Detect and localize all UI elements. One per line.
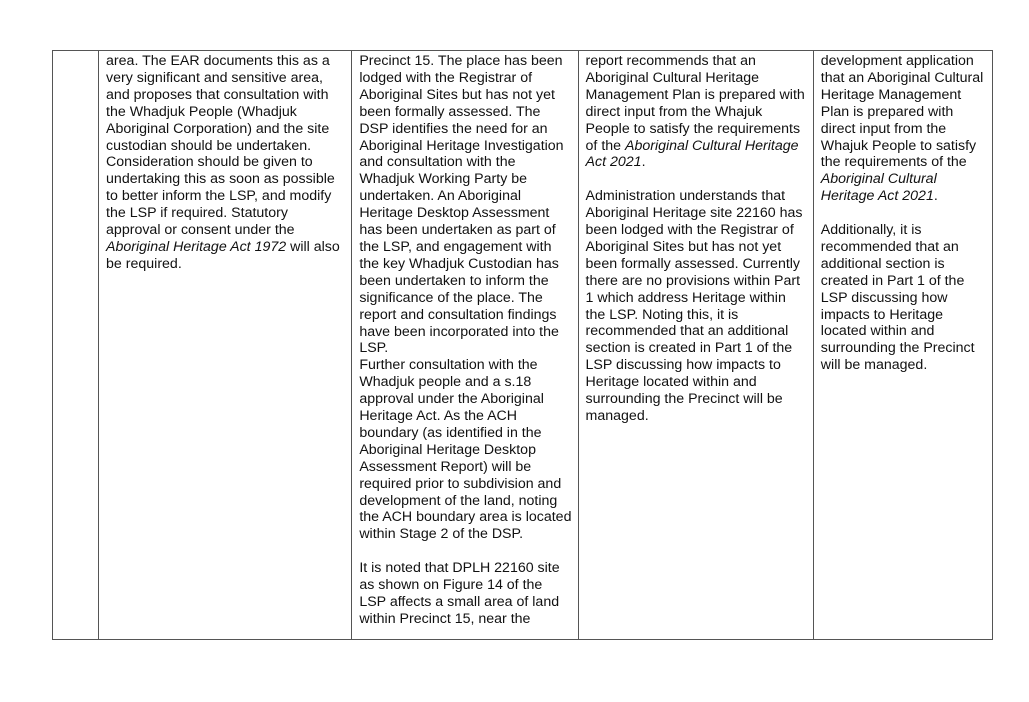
act-title: Aboriginal Cultural Heritage Act 2021 — [820, 171, 937, 205]
applicant-response-para-2: Further consultation with the Whadjuk people and a s.18 approval under the Aboriginal Heritage Act. As the ACH boundary (as identified in the Aboriginal Heritage Desktop Assessment Report) will be required prior to subdivision and development of the land, noting the ACH boundary area is located within Stage 2 of the DSP. — [359, 357, 572, 543]
administration-comment-para-2: Administration understands that Aboriginal Heritage site 22160 has been lodged with the Registrar of Aboriginal Sites but has not yet been formally assessed. Currently there are no provisions within Part 1 which address Heritage within the LSP. Noting this, it is recommended that an additional section is created in Part 1 of the LSP discussing how impacts to Heritage located within and surrounding the Precinct will be managed. — [585, 188, 803, 425]
applicant-response-para-3: It is noted that DPLH 22160 site as shown on Figure 14 of the LSP affects a small area of land within Precinct 15, near the — [359, 560, 560, 627]
administration-comment-para-1: report recommends that an Aboriginal Cultural Heritage Management Plan is prepared with direct input from the Whajuk People to satisfy the requirements of the Aboriginal Cultural Heritage Act 2021. — [585, 53, 805, 171]
table-row — [53, 51, 993, 640]
submission-text: area. The EAR documents this as a very significant and sensitive area, and proposes that consultation with the Whadjuk People (Whadjuk Aboriginal Corporation) and the site custodian should be undertaken. Consideration should be given to undertaking this as soon as possible to better inform the LSP, and modify the LSP if required. Statutory approval or consent under the Aboriginal Heritage Act 1972 will also be required. — [106, 53, 340, 272]
applicant-response-para-1: Precinct 15. The place has been lodged with the Registrar of Aboriginal Sites but has not yet been formally assessed. The DSP identifies the need for an Aboriginal Heritage Investigation and consultation with the Whadjuk Working Party be undertaken. An Aboriginal Heritage Desktop Assessment has been undertaken as part of the LSP, and engagement with the key Whadjuk Custodian has been undertaken to inform the significance of the place. The report and consultation findings have been incorporated into the LSP. — [359, 53, 564, 357]
applicant-response-cell — [352, 51, 578, 640]
row-number-cell — [53, 51, 99, 640]
administration-comment-cell — [578, 51, 813, 640]
heritage-comments-table — [52, 50, 993, 640]
act-title: Aboriginal Cultural Heritage Act 2021 — [585, 137, 799, 171]
recommendation-para-1: development application that an Aboriginal Cultural Heritage Management Plan is prepared with direct input from the Whajuk People to satisfy the requirements of the Aboriginal Cultural Heritage Act 2021. — [820, 53, 984, 205]
recommendation-cell — [813, 51, 992, 640]
submission-cell — [99, 51, 352, 640]
act-title: Aboriginal Heritage Act 1972 — [106, 238, 287, 255]
recommendation-para-2: Additionally, it is recommended that an additional section is created in Part 1 of the LSP discussing how impacts to Heritage located within and surrounding the Precinct will be managed. — [820, 222, 975, 374]
